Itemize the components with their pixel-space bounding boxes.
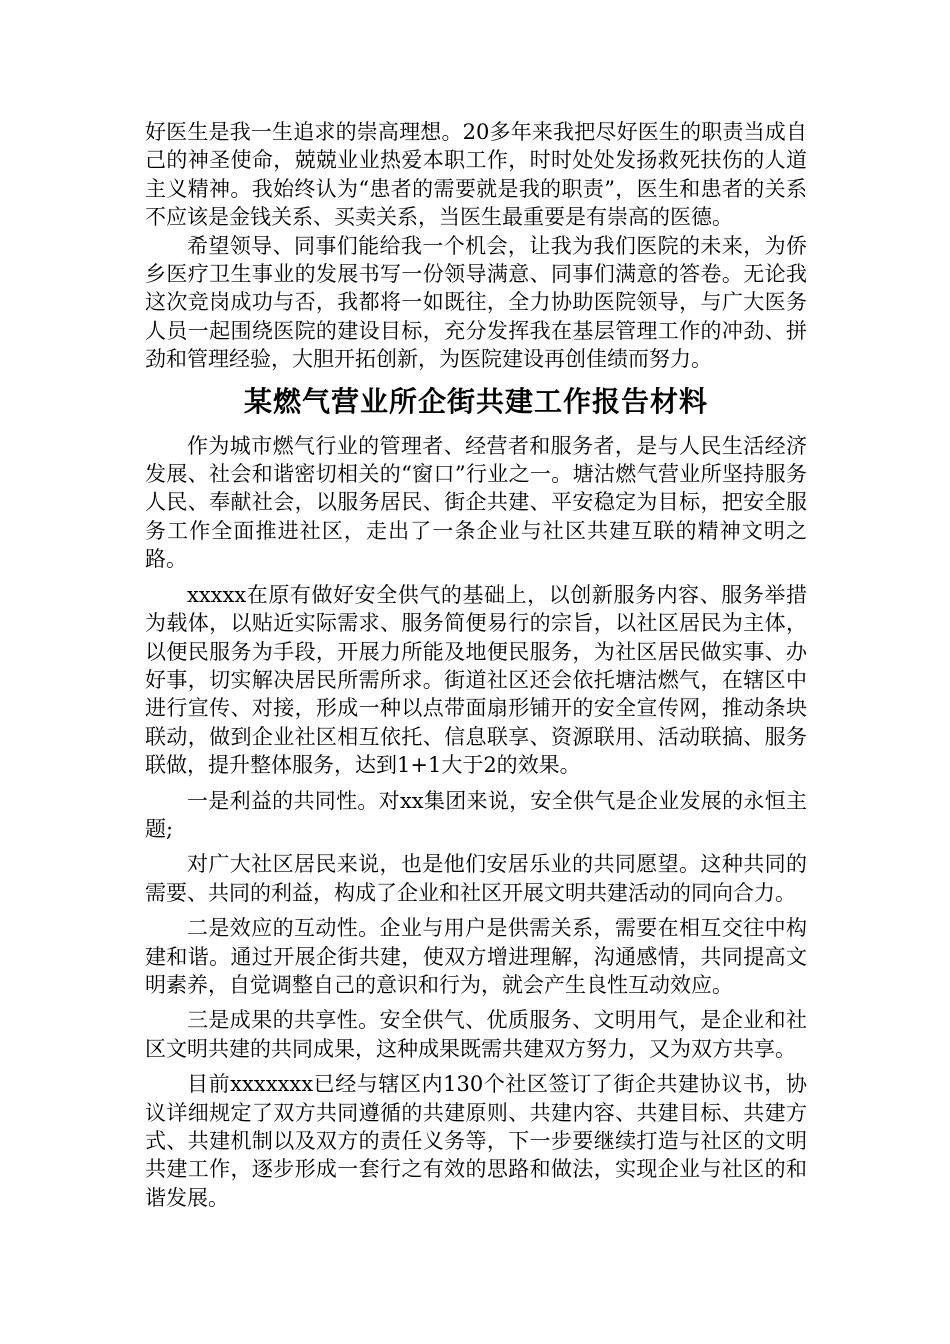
body-paragraph-5: 二是效应的互动性。企业与用户是供需关系，需要在相互交往中构建和谐。通过开展企街共建，使双方增进理解，沟通感情，共同提高文明素养，自觉调整自己的意识和行为，就会产生良性互动效应。 <box>145 916 807 997</box>
body-paragraph-2: xxxxx在原有做好安全供气的基础上，以创新服务内容、服务举措为载体，以贴近实际需求、服务简便易行的宗旨，以社区居民为主体，以便民服务为手段，开展力所能及地便民服务，为社区居民做实事、办好事，切实解决居民所需所求。街道社区还会依托塘沽燃气，在辖区中进行宣传、对接，形成一种以点带面扇形铺开的安全宣传网，推动条块联动，做到企业社区相互依托、信息联享、资源联用、活动联搞、服务联做，提升整体服务，达到1+1大于2的效果。 <box>145 582 807 778</box>
body-paragraph-1: 作为城市燃气行业的管理者、经营者和服务者，是与人民生活经济发展、社会和谐密切相关的“窗口”行业之一。塘沽燃气营业所坚持服务人民、奉献社会，以服务居民、街企共建、平安稳定为目标，把安全服务工作全面推进社区，走出了一条企业与社区共建互联的精神文明之路。 <box>145 433 807 572</box>
body-paragraph-3: 一是利益的共同性。对xx集团来说，安全供气是企业发展的永恒主题; <box>145 788 807 841</box>
intro-paragraph-2: 希望领导、同事们能给我一个机会，让我为我们医院的未来，为侨乡医疗卫生事业的发展书写一份领导满意、同事们满意的答卷。无论我这次竞岗成功与否，我都将一如既往，全力协助医院领导，与广大医务人员一起围绕医院的建设目标，充分发挥我在基层管理工作的冲劲、拼劲和管理经验，大胆开拓创新，为医院建设再创佳绩而努力。 <box>145 233 807 372</box>
document-title: 某燃气营业所企街共建工作报告材料 <box>243 384 708 418</box>
body-paragraph-7: 目前xxxxxxx已经与辖区内130个社区签订了街企共建协议书，协议详细规定了双方共同遵循的共建原则、共建内容、共建目标、共建方式、共建机制以及双方的责任义务等，下一步要继续打造与社区的文明共建工作，逐步形成一套行之有效的思路和做法，实现企业与社区的和谐发展。 <box>145 1072 807 1210</box>
body-paragraph-4: 对广大社区居民来说，也是他们安居乐业的共同愿望。这种共同的需要、共同的利益，构成了企业和社区开展文明共建活动的同向合力。 <box>145 852 807 905</box>
intro-paragraph-1: 好医生是我一生追求的崇高理想。20多年来我把尽好医生的职责当成自己的神圣使命，兢兢业业热爱本职工作，时时处处发扬救死扶伤的人道主义精神。我始终认为“患者的需要就是我的职责”，医生和患者的关系不应该是金钱关系、买卖关系，当医生最重要是有崇高的医德。 <box>145 120 807 230</box>
body-paragraph-6: 三是成果的共享性。安全供气、优质服务、文明用气，是企业和社区文明共建的共同成果，这种成果既需共建双方努力，又为双方共享。 <box>145 1008 807 1061</box>
document-page <box>145 118 807 1212</box>
